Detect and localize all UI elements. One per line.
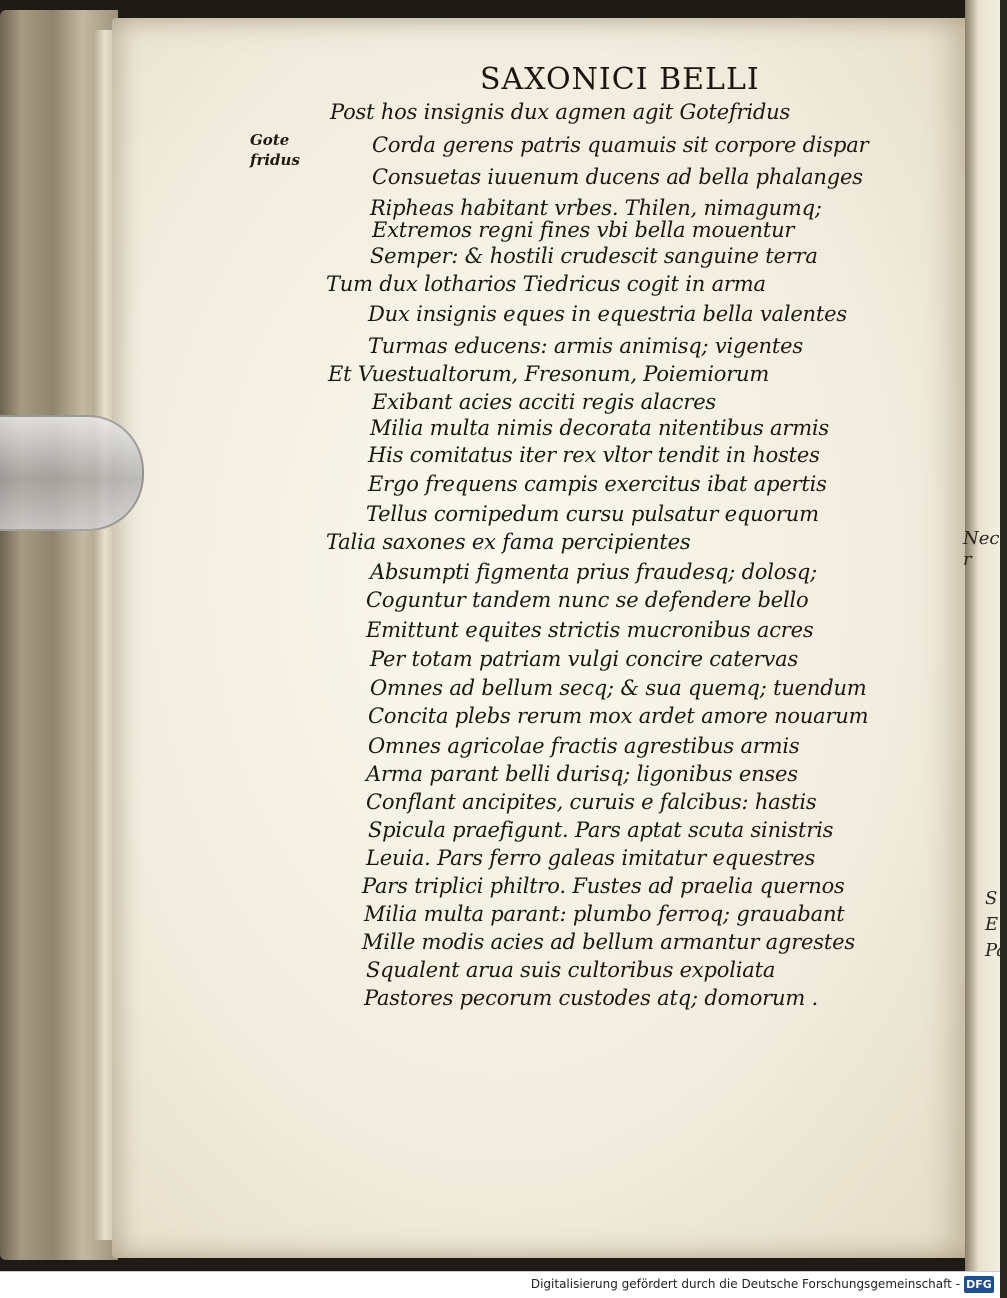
running-head: SAXONICI BELLI — [480, 62, 760, 97]
verse-line: Et Vuestualtorum, Fresonum, Poiemiorum — [328, 362, 770, 386]
verse-line: Absumpti figmenta prius fraudesq; dolosq; — [370, 560, 817, 584]
dfg-logo: DFG — [964, 1276, 994, 1293]
book-clamp — [0, 415, 144, 531]
verse-line: Omnes agricolae fractis agrestibus armis — [368, 734, 800, 758]
marginal-note-line: Gote — [250, 131, 290, 149]
verse-line: Pars triplici philtro. Fustes ad praelia quernos — [362, 874, 845, 898]
verse-line: Ergo frequens campis exercitus ibat apertis — [368, 472, 827, 496]
facing-page-note: E — [985, 914, 999, 935]
verse-line: Per totam patriam vulgi concire catervas — [370, 647, 799, 671]
marginal-note-line: fridus — [250, 151, 300, 169]
verse-line: Dux insignis eques in equestria bella valentes — [368, 302, 847, 326]
facing-page-edge — [963, 0, 1007, 1271]
facing-page-note: Nec r — [963, 528, 1000, 570]
verse-line: Pastores pecorum custodes atq; domorum . — [364, 986, 819, 1010]
verse-line: Talia saxones ex fama percipientes — [326, 530, 691, 554]
verse-line: Extremos regni fines vbi bella mouentur — [372, 218, 795, 242]
funding-credit: Digitalisierung gefördert durch die Deutsche Forschungsgemeinschaft - — [530, 1277, 960, 1291]
verse-line: His comitatus iter rex vltor tendit in hostes — [368, 443, 820, 467]
verse-line: Milia multa parant: plumbo ferroq; grauabant — [364, 902, 845, 926]
marginal-note — [250, 130, 300, 170]
verse-line: Emittunt equites strictis mucronibus acres — [366, 618, 814, 642]
facing-page-note: Pa — [985, 940, 1007, 961]
verse-line: Spicula praefigunt. Pars aptat scuta sinistris — [368, 818, 834, 842]
verse-line: Leuia. Pars ferro galeas imitatur equestres — [366, 846, 816, 870]
verse-line: Milia multa nimis decorata nitentibus armis — [370, 416, 829, 440]
verse-line: Ripheas habitant vrbes. Thilen, nimagumq; — [370, 196, 822, 220]
verse-line: Squalent arua suis cultoribus expoliata — [366, 958, 776, 982]
verse-line: Conflant ancipites, curuis e falcibus: hastis — [366, 790, 817, 814]
verse-line: Omnes ad bellum secq; & sua quemq; tuendum — [370, 676, 867, 700]
verse-line: Coguntur tandem nunc se defendere bello — [366, 588, 809, 612]
verse-line: Consuetas iuuenum ducens ad bella phalanges — [372, 165, 863, 189]
verse-line: Arma parant belli durisq; ligonibus enses — [366, 762, 798, 786]
verse-line: Turmas educens: armis animisq; vigentes — [368, 334, 803, 358]
verse-line: Tum dux lotharios Tiedricus cogit in arma — [326, 272, 766, 296]
verse-line: Corda gerens patris quamuis sit corpore dispar — [372, 133, 869, 157]
verse-line: Concita plebs rerum mox ardet amore nouarum — [368, 704, 869, 728]
verse-line: Semper: & hostili crudescit sanguine terra — [370, 244, 818, 268]
verse-line: Mille modis acies ad bellum armantur agrestes — [362, 930, 855, 954]
facing-page-note: S — [985, 888, 998, 909]
verse-line: Post hos insignis dux agmen agit Gotefridus — [330, 100, 791, 124]
verse-line: Tellus cornipedum cursu pulsatur equorum — [366, 502, 819, 526]
footer-bar — [0, 1271, 1000, 1298]
verse-line: Exibant acies acciti regis alacres — [372, 390, 716, 414]
